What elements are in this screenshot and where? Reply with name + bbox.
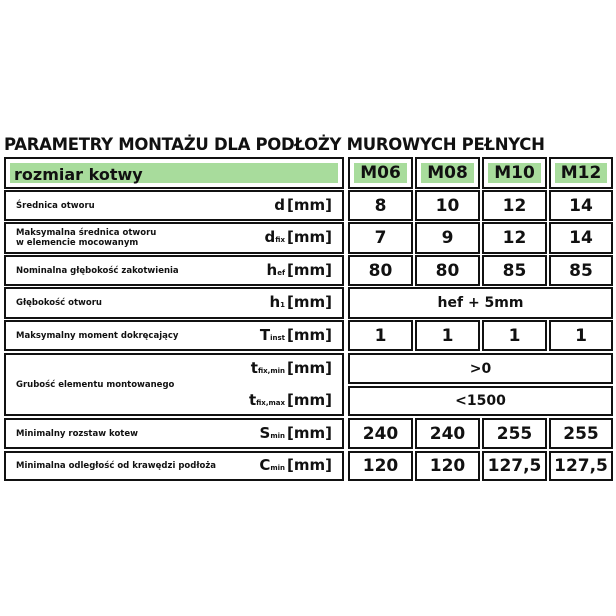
row-label — [16, 201, 95, 211]
row-label-line: Grubość elementu montowanego — [16, 379, 175, 390]
merged-value-cell — [348, 353, 613, 384]
unit-symbol — [260, 424, 332, 442]
row-label-line: Głębokość otworu — [16, 298, 102, 308]
size-header-cell — [415, 157, 480, 189]
row-label — [16, 331, 178, 341]
symbol-subscript: ef — [277, 268, 286, 277]
value-cell — [482, 320, 547, 351]
row-label — [16, 298, 102, 308]
unit: [mm] — [287, 423, 332, 442]
value-cell — [348, 222, 413, 254]
size-label: M12 — [555, 163, 607, 183]
merged-value-cell — [348, 386, 613, 416]
row-label — [16, 228, 156, 248]
value-cell — [549, 222, 613, 254]
row-label — [16, 461, 216, 471]
row-label-cell — [4, 418, 344, 449]
symbol-subscript: fix,min — [257, 367, 286, 375]
value-cell — [415, 418, 480, 449]
value: 12 — [502, 195, 527, 216]
value-cell — [482, 222, 547, 254]
symbol-subscript: min — [270, 464, 286, 472]
unit: [mm] — [287, 325, 332, 344]
row-label-cell — [4, 320, 344, 351]
row-label-cell — [4, 287, 344, 319]
size-header-cell — [348, 157, 413, 189]
row-label-line: Nominalna głębokość zakotwienia — [16, 265, 179, 276]
row-label — [16, 429, 138, 439]
value: 240 — [362, 423, 399, 444]
value: 85 — [502, 260, 527, 281]
symbol-subscript: 1 — [280, 301, 286, 309]
symbol-subscript: fix — [275, 236, 286, 244]
value: 12 — [502, 228, 527, 248]
value: 127,5 — [554, 456, 608, 476]
value-cell — [549, 255, 613, 286]
merged-value: <1500 — [455, 393, 506, 409]
unit: [mm] — [287, 260, 332, 279]
unit: [mm] — [287, 456, 332, 474]
value: 80 — [368, 260, 393, 281]
unit-symbol — [269, 293, 332, 311]
size-label: M08 — [421, 163, 474, 183]
row-label-line: Maksymalna średnica otworu — [16, 228, 157, 238]
symbol-subscript: fix,max — [256, 399, 286, 407]
value: 255 — [563, 423, 599, 444]
symbol-subscript: min — [270, 431, 286, 440]
header-label: rozmiar kotwy — [14, 165, 143, 184]
symbol: d — [274, 195, 286, 214]
row-label-line: w elemencie mocowanym — [16, 238, 139, 248]
value-cell — [549, 190, 613, 221]
unit-symbol — [251, 359, 332, 377]
row-label-line: Minimalna odległość od krawędzi podłoża — [16, 461, 216, 471]
unit-symbol — [274, 196, 332, 214]
row-label-cell — [4, 451, 344, 481]
value: 80 — [435, 260, 460, 281]
value: 1 — [374, 325, 387, 346]
value-cell — [482, 190, 547, 221]
value-cell — [415, 222, 480, 254]
value-cell — [348, 451, 413, 481]
symbol: S — [259, 423, 271, 442]
value: 9 — [441, 228, 454, 248]
row-label-line: Średnica otworu — [16, 200, 95, 211]
value: 1 — [508, 325, 521, 346]
value: 85 — [569, 260, 593, 281]
value: 127,5 — [487, 456, 542, 476]
value-cell — [348, 255, 413, 286]
symbol: C — [259, 456, 271, 474]
symbol: t — [250, 359, 258, 377]
row-label — [16, 380, 174, 390]
row-label — [16, 266, 179, 276]
merged-value-cell — [348, 287, 613, 319]
size-header-cell — [549, 157, 613, 189]
value: 10 — [435, 195, 460, 216]
row-label-cell — [4, 190, 344, 221]
unit: [mm] — [287, 359, 332, 377]
unit-symbol — [259, 456, 332, 474]
symbol: t — [248, 391, 257, 409]
value-cell — [482, 418, 547, 449]
row-label-cell — [4, 255, 344, 286]
size-header-cell — [482, 157, 547, 189]
value-cell — [549, 451, 613, 481]
symbol: h — [269, 293, 281, 311]
size-label: M06 — [354, 163, 407, 183]
value: 120 — [429, 456, 466, 476]
row-label-line: Maksymalny moment dokręcający — [16, 330, 179, 341]
value-cell — [415, 255, 480, 286]
row-label-line: Minimalny rozstaw kotew — [16, 428, 138, 439]
unit: [mm] — [287, 293, 332, 311]
value-cell — [482, 451, 547, 481]
value: 14 — [569, 228, 593, 248]
value-cell — [415, 190, 480, 221]
value: 7 — [374, 228, 387, 248]
symbol-subscript: inst — [270, 333, 286, 342]
page-title: PARAMETRY MONTAŻU DLA PODŁOŻY MUROWYCH PEŁNYCH — [4, 135, 545, 154]
value: 240 — [429, 423, 466, 444]
unit-symbol — [265, 228, 332, 246]
unit: [mm] — [287, 391, 332, 409]
value: 8 — [374, 195, 387, 216]
value: 1 — [441, 325, 454, 346]
merged-value: hef + 5mm — [437, 295, 524, 311]
size-label: M10 — [488, 163, 541, 183]
row-label-cell — [4, 353, 344, 416]
merged-value: >0 — [469, 360, 492, 377]
header-label-highlight — [10, 163, 338, 183]
row-label-cell — [4, 222, 344, 254]
symbol: h — [266, 260, 278, 279]
value: 255 — [496, 423, 533, 444]
value-cell — [348, 320, 413, 351]
value-cell — [348, 190, 413, 221]
value-cell — [415, 451, 480, 481]
value-cell — [549, 320, 613, 351]
unit: [mm] — [287, 228, 332, 246]
value: 120 — [362, 456, 399, 476]
value: 14 — [569, 195, 593, 216]
unit: [mm] — [287, 195, 332, 214]
unit-symbol — [267, 261, 332, 279]
value-cell — [549, 418, 613, 449]
unit-symbol — [260, 326, 332, 344]
value-cell — [415, 320, 480, 351]
value-cell — [482, 255, 547, 286]
unit-symbol — [249, 391, 332, 409]
symbol: T — [259, 325, 271, 344]
value: 1 — [575, 325, 587, 346]
header-label-cell — [4, 157, 344, 189]
symbol: d — [264, 228, 276, 246]
value-cell — [348, 418, 413, 449]
